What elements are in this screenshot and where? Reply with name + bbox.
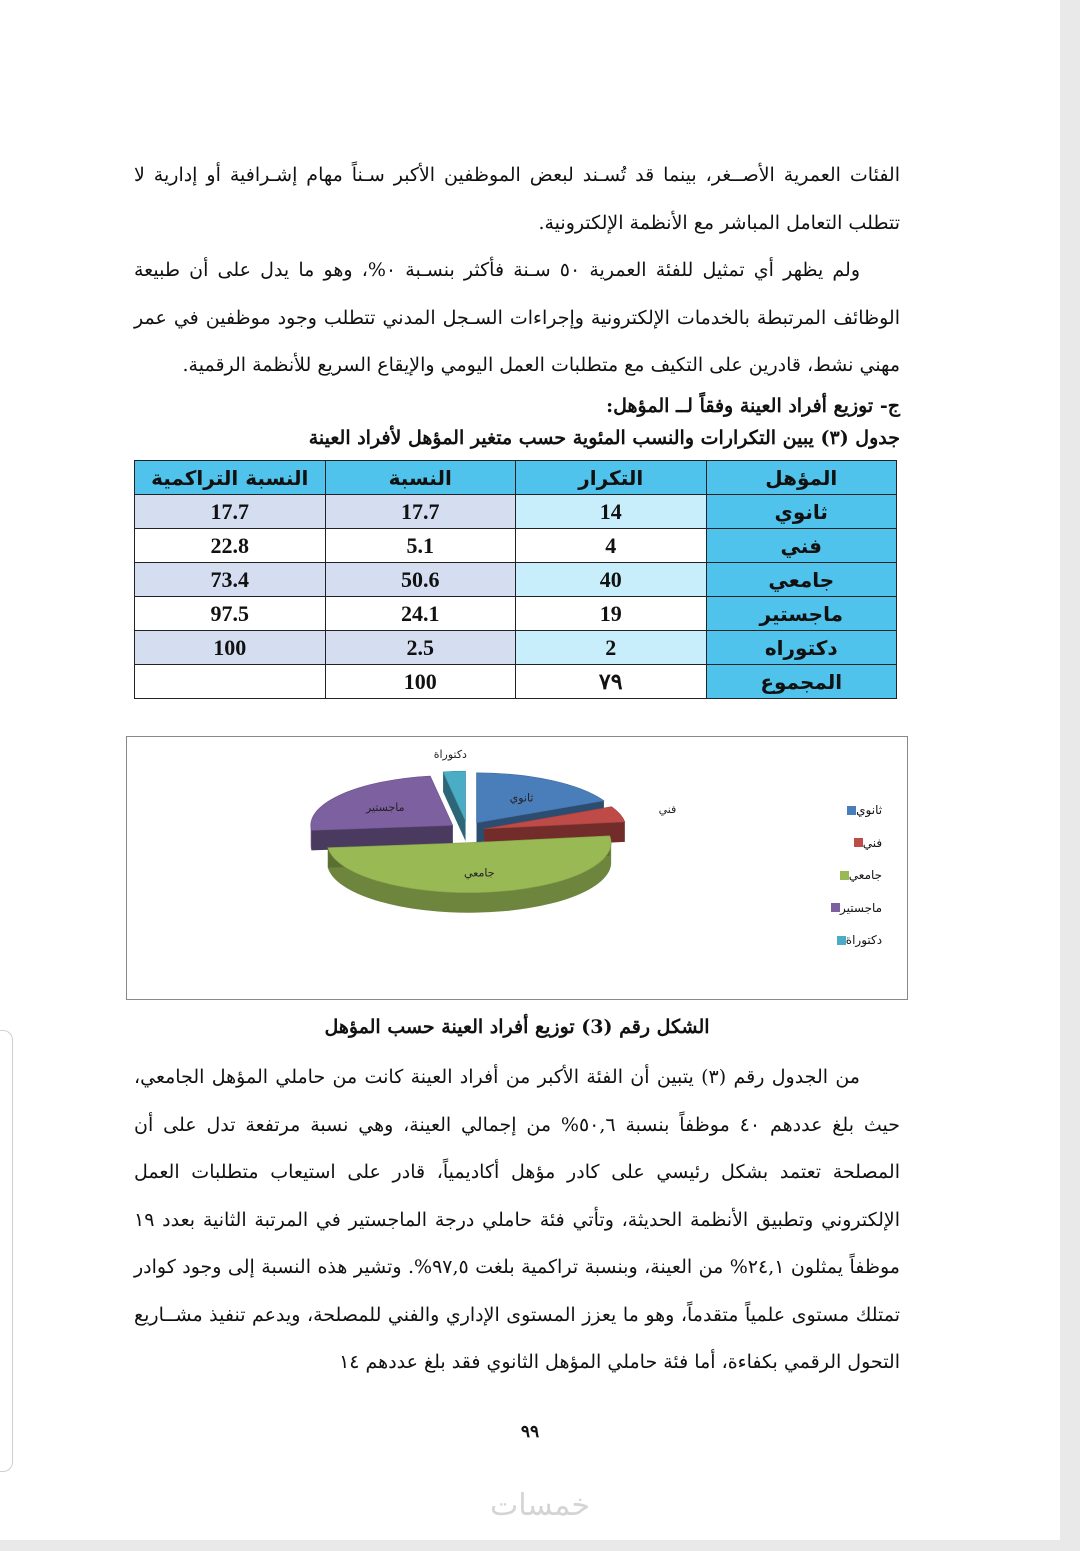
pie-slice-label: دكتوراة [433, 747, 467, 761]
row-percent: 17.7 [325, 495, 516, 529]
row-frequency: 2 [516, 631, 707, 665]
row-label: ماجستير [706, 597, 897, 631]
legend-label: دكتوراة [845, 933, 883, 948]
pie-slice-label: فني [658, 802, 677, 816]
legend-swatch [837, 936, 846, 945]
paragraph-analysis [134, 1054, 900, 1387]
row-cumulative: 100 [135, 631, 326, 665]
pie-chart [127, 737, 817, 999]
row-label: فني [706, 529, 897, 563]
section-heading: ج- توزيع أفراد العينة وفقاً لــ المؤهل: [606, 395, 900, 417]
legend-item [827, 924, 882, 957]
row-percent: 50.6 [325, 563, 516, 597]
table-row [135, 529, 897, 563]
legend-item [827, 827, 882, 860]
figure-caption: الشكل رقم (3) توزيع أفراد العينة حسب المؤهل [324, 1016, 710, 1038]
row-cumulative: 22.8 [135, 529, 326, 563]
legend-swatch [831, 903, 840, 912]
legend-label: ثانوي [856, 803, 883, 818]
pie-slice-label: جامعي [464, 866, 495, 880]
row-percent: 100 [325, 665, 516, 699]
row-cumulative: 97.5 [135, 597, 326, 631]
pie-slice-label: ثانوي [509, 791, 534, 805]
legend-item [827, 892, 882, 925]
header-frequency: التكرار [516, 461, 707, 495]
row-cumulative: 73.4 [135, 563, 326, 597]
row-percent: 2.5 [325, 631, 516, 665]
row-label: جامعي [706, 563, 897, 597]
page-number: ٩٩ [520, 1422, 540, 1442]
paragraph-analysis-text: من الجدول رقم (٣) يتبين أن الفئة الأكبر من أفراد العينة كانت من حاملي المؤهل الجامعي، حيث بلغ عددهم ٤٠ موظفاً بنسبة ٥٠,٦% من إجمالي العينة، وهي نسبة مرتفعة تدل على أن المصلحة تعتمد بشكل رئيسي على كادر مؤهل أكاديمياً، قادر على استيعاب متطلبات العمل الإلكتروني وتطبيق الأنظمة الحديثة، وتأتي فئة حاملي درجة الماجستير في المرتبة الثانية بعدد ١٩ موظفاً يمثلون ٢٤,١% من العينة، وبنسبة تراكمية بلغت ٩٧,٥%. وتشير هذه النسبة إلى وجود كوادر تمتلك مستوى علمياً متقدماً، وهو ما يعزز المستوى الإداري والفني للمصلحة، ويدعم تنفيذ مشــاريع التحول الرقمي بكفاءة، أما فئة حاملي المؤهل الثانوي فقد بلغ عددهم ١٤ [134, 1066, 901, 1373]
table-caption: جدول (٣) يبين التكرارات والنسب المئوية حسب متغير المؤهل لأفراد العينة [308, 427, 900, 449]
row-cumulative: 17.7 [135, 495, 326, 529]
row-frequency: 14 [516, 495, 707, 529]
row-label: المجموع [706, 665, 897, 699]
row-frequency: 19 [516, 597, 707, 631]
qualification-table [134, 460, 897, 699]
table-total-row [135, 665, 897, 699]
paragraph-intro-line1: الفئات العمرية الأصــغر، بينما قد تُسـند لبعض الموظفين الأكبر سـناً مهام إشـرافية أو إدارية لا تتطلب التعامل المباشر مع الأنظمة الإلكترونية. [134, 164, 900, 234]
legend-label: جامعي [848, 868, 883, 883]
watermark: خمسات [489, 1488, 591, 1523]
legend-item [827, 859, 882, 892]
chart-legend [827, 794, 882, 957]
table-header-row [135, 461, 897, 495]
row-label: ثانوي [706, 495, 897, 529]
row-cumulative [135, 665, 326, 699]
row-percent: 24.1 [325, 597, 516, 631]
row-frequency: 40 [516, 563, 707, 597]
paragraph-intro-line2: ولم يظهر أي تمثيل للفئة العمرية ٥٠ سـنة فأكثر بنسـبة ٠%، وهو ما يدل على أن طبيعة الوظائف المرتبطة بالخدمات الإلكترونية وإجراءات السـجل المدني تتطلب وجود موظفين في عمر مهني نشط، قادرين على التكيف مع متطلبات العمل اليومي والإيقاع السريع للأنظمة الرقمية. [134, 259, 900, 376]
header-cumulative: النسبة التراكمية [135, 461, 326, 495]
pie-chart-frame [126, 736, 908, 1000]
side-panel-edge [0, 1030, 13, 1472]
paragraph-intro [134, 152, 900, 390]
legend-label: ماجستير [840, 900, 883, 915]
row-label: دكتوراه [706, 631, 897, 665]
table-row [135, 631, 897, 665]
table-row [135, 495, 897, 529]
table-row [135, 597, 897, 631]
legend-swatch [847, 806, 856, 815]
row-frequency: ٧٩ [516, 665, 707, 699]
row-percent: 5.1 [325, 529, 516, 563]
row-frequency: 4 [516, 529, 707, 563]
header-percent: النسبة [325, 461, 516, 495]
table-row [135, 563, 897, 597]
header-qualification: المؤهل [706, 461, 897, 495]
legend-swatch [840, 871, 849, 880]
legend-swatch [854, 838, 863, 847]
legend-label: فني [862, 835, 883, 850]
legend-item [827, 794, 882, 827]
pie-slice-label: ماجستير [365, 801, 405, 815]
